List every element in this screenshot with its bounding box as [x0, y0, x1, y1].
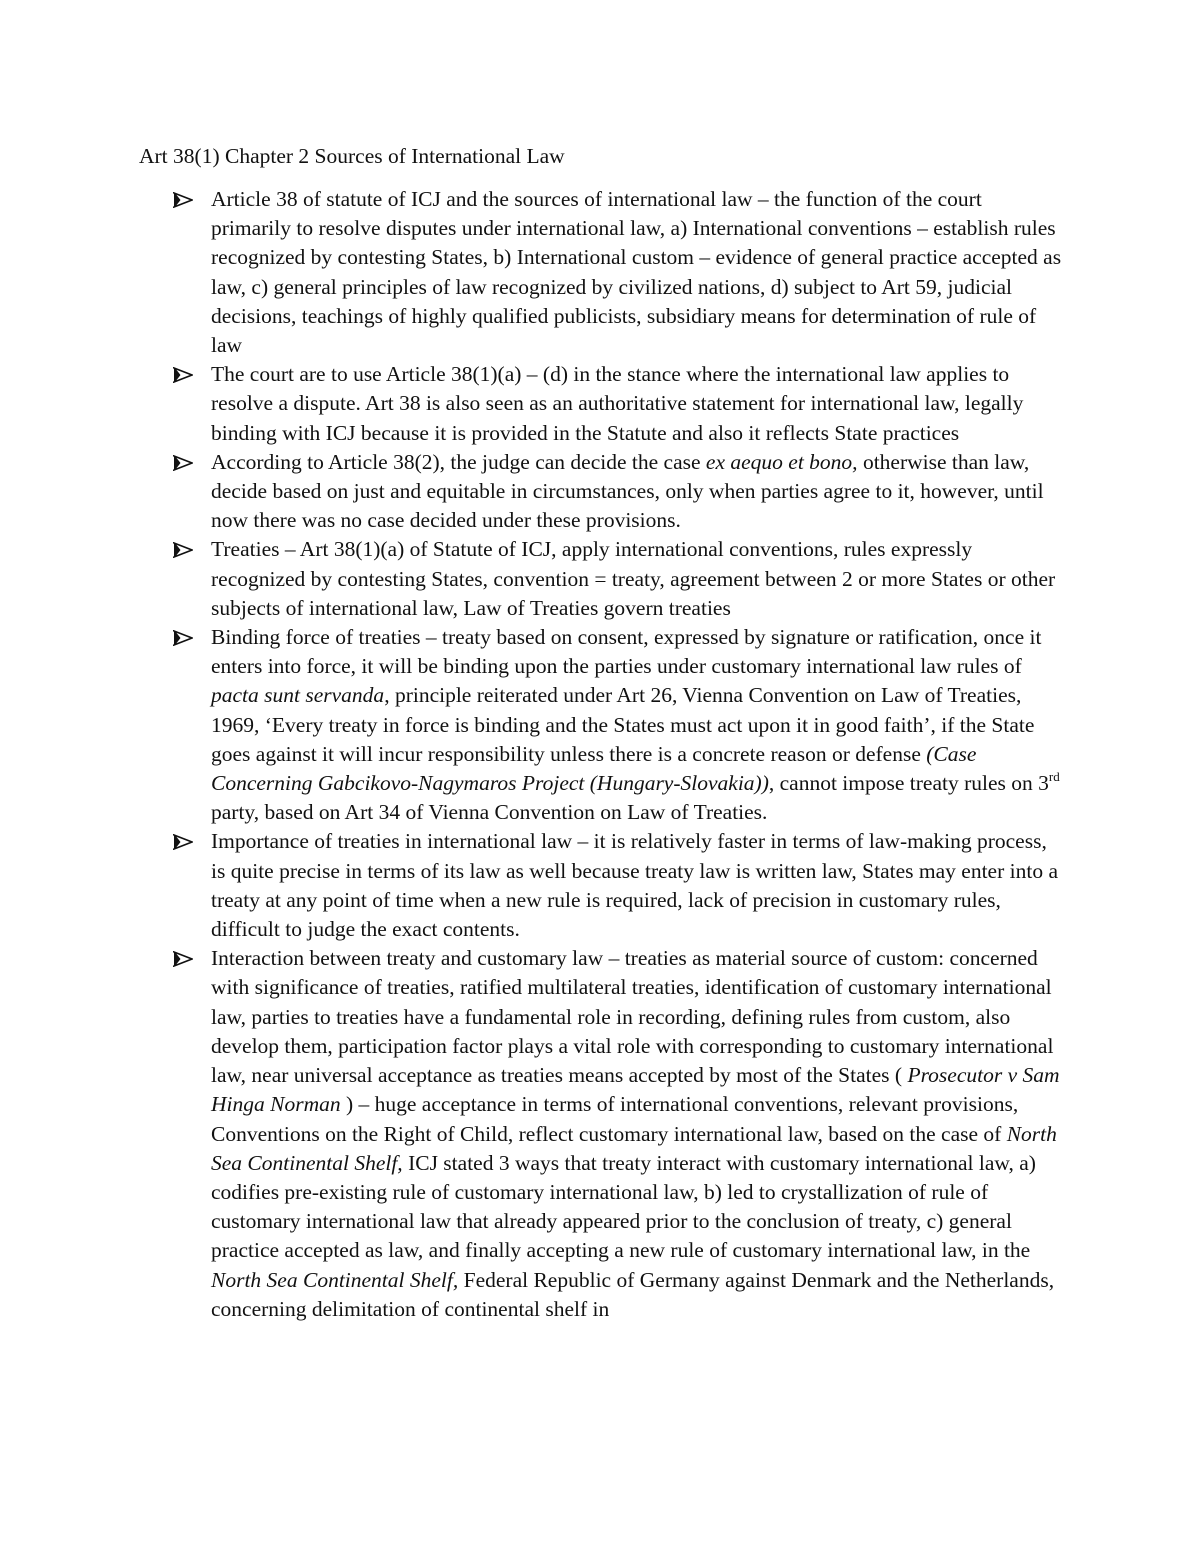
bullet-text	[211, 185, 1064, 360]
text-segment: Interaction between treaty and customary law – treaties as material source of custom: concerned with significance of treaties, ratified multilateral treaties, identification of customary international law, parties to treaties have a fundamental role in recording, defining rules from custom, also develop them, participation factor plays a vital role with corresponding to customary international law, near universal acceptance as treaties means accepted by most of the States (	[211, 946, 1054, 1088]
arrowhead-bullet-icon	[173, 448, 197, 477]
bullet-text	[211, 827, 1064, 944]
arrowhead-bullet-icon	[173, 827, 197, 856]
bullet-text	[211, 944, 1064, 1324]
latin-term: ex aequo et bono,	[705, 449, 858, 474]
text-segment: According to Article 38(2), the judge can decide the case	[211, 449, 706, 474]
list-item	[0, 827, 1200, 944]
text-segment: The court are to use Article 38(1)(a) – (d) in the stance where the international law applies to resolve a dispute. Art 38 is also seen as an authoritative statement for international law, legally binding with ICJ because it is provided in the Statute and also it reflects State practices	[211, 362, 1024, 445]
text-segment: otherwise than law, decide based on just and equitable in circumstances, only when parties agree to it, however, until now there was no case decided under these provisions.	[211, 449, 1044, 533]
text-segment: Federal Republic of Germany against Denmark and the Netherlands, concerning delimitation of continental shelf in	[211, 1267, 1055, 1321]
list-item	[0, 448, 1200, 536]
text-segment: ICJ stated 3 ways that treaty interact with customary international law, a) codifies pre-existing rule of customary international law, b) led to crystallization of rule of customary international law that already appeared prior to the conclusion of treaty, c) general practice accepted as law, and finally accepting a new rule of customary international law, in the	[211, 1150, 1036, 1263]
text-segment: , cannot impose treaty rules on 3	[768, 771, 1049, 796]
text-segment: , principle reiterated under Art 26, Vienna Convention on Law of Treaties, 1969, ‘Every treaty in force is binding and the States must act upon it in good faith’, if the State goes against it will incur responsibility unless there is a concrete reason or defense	[211, 683, 1035, 766]
list-item	[0, 360, 1200, 448]
page-title: Art 38(1) Chapter 2 Sources of International Law	[139, 144, 565, 168]
arrowhead-bullet-icon	[173, 360, 197, 389]
list-item	[0, 535, 1200, 623]
case-citation: North Sea Continental Shelf,	[211, 1121, 1057, 1175]
arrowhead-bullet-icon	[173, 185, 197, 214]
list-item	[0, 185, 1200, 360]
case-citation: (Case Concerning Gabcikovo-Nagymaros Project (Hungary-Slovakia))	[211, 741, 977, 796]
bullet-text	[211, 360, 1064, 448]
case-citation: North Sea Continental Shelf,	[211, 1267, 459, 1292]
bullet-list	[0, 185, 1200, 1324]
text-segment: Importance of treaties in international law – it is relatively faster in terms of law-making process, is quite precise in terms of its law as well because treaty law is written law, States may enter into a treaty at any point of time when a new rule is required, lack of precision in customary rules, difficult to judge the exact contents.	[211, 829, 1059, 942]
bullet-text	[211, 535, 1064, 623]
latin-term: pacta sunt servanda	[211, 683, 385, 708]
bullet-text	[211, 448, 1064, 536]
text-segment: Binding force of treaties – treaty based on consent, expressed by signature or ratification, once it enters into force, it will be binding upon the parties under customary international law rules of	[211, 625, 1042, 679]
ordinal-superscript: rd	[1048, 769, 1060, 785]
arrowhead-bullet-icon	[173, 535, 197, 564]
text-segment: Article 38 of statute of ICJ and the sources of international law – the function of the court primarily to resolve disputes under international law, a) International conventions – establish rules recognized by contesting States, b) International custom – evidence of general practice accepted as law, c) general principles of law recognized by civilized nations, d) subject to Art 59, judicial decisions, teachings of highly qualified publicists, subsidiary means for determination of rule of law	[211, 187, 1062, 358]
text-segment: Treaties – Art 38(1)(a) of Statute of ICJ, apply international conventions, rules expressly recognized by contesting States, convention = treaty, agreement between 2 or more States or other subjects of international law, Law of Treaties govern treaties	[211, 537, 1056, 620]
list-item	[0, 944, 1200, 1324]
text-segment: ) – huge acceptance in terms of international conventions, relevant provisions, Conventions on the Right of Child, reflect customary international law, based on the case of	[211, 1092, 1019, 1146]
bullet-text	[211, 623, 1064, 827]
text-segment: party, based on Art 34 of Vienna Convention on Law of Treaties.	[211, 800, 768, 825]
arrowhead-bullet-icon	[173, 623, 197, 652]
arrowhead-bullet-icon	[173, 944, 197, 973]
case-citation: Prosecutor v Sam Hinga Norman	[211, 1063, 1060, 1117]
list-item	[0, 623, 1200, 827]
